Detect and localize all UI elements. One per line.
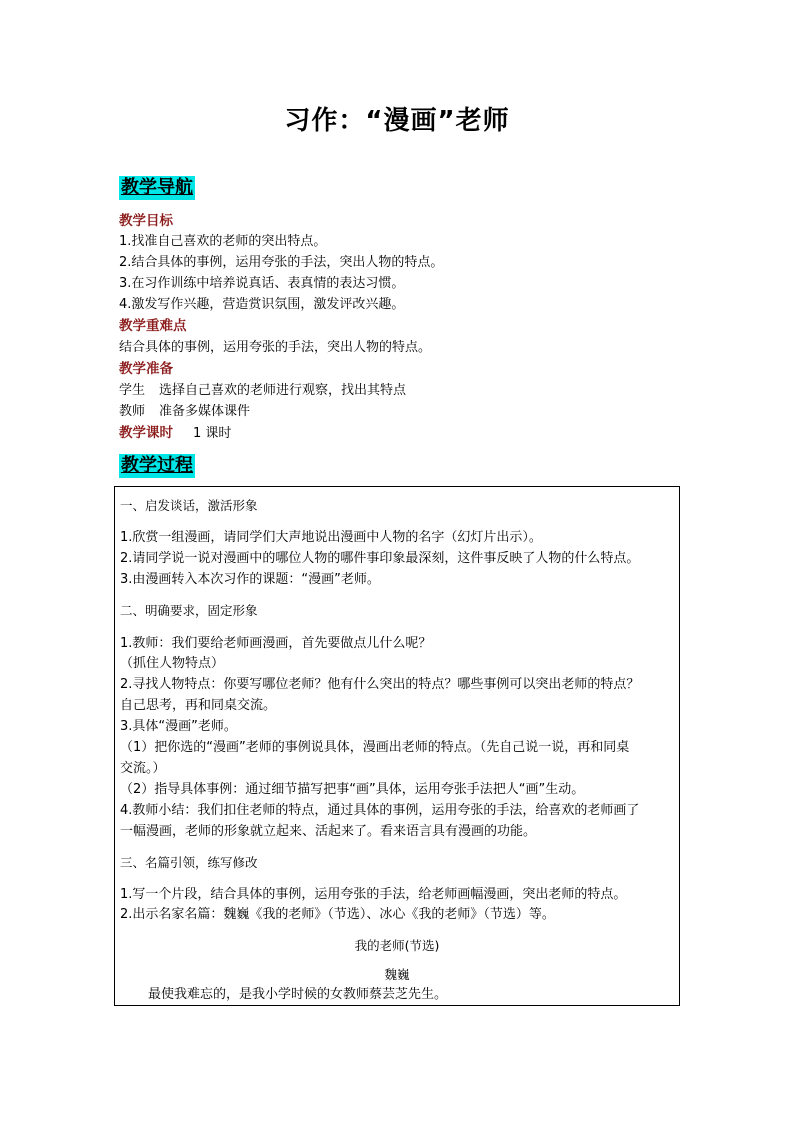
step-line: 2.寻找人物特点：你要写哪位老师？他有什么突出的特点？哪些事例可以突出老师的特点？ bbox=[120, 677, 640, 692]
prep-teacher-role: 教师 bbox=[119, 404, 146, 419]
step-line: 3.由漫画转入本次习作的课题：“漫画”老师。 bbox=[120, 572, 380, 587]
prep-teacher-row bbox=[119, 403, 250, 421]
section-heading-process: 教学过程 bbox=[121, 455, 193, 476]
page-title: 习作：“漫画”老师 bbox=[284, 106, 510, 136]
step-line: 1.教师：我们要给老师画漫画，首先要做点儿什么呢？ bbox=[120, 636, 432, 651]
step-line: 1.欣赏一组漫画，请同学们大声地说出漫画中人物的名字（幻灯片出示）。 bbox=[120, 530, 542, 545]
process-box bbox=[114, 486, 680, 1006]
objective-item: 3.在习作训练中培养说真话、表真情的表达习惯。 bbox=[119, 276, 405, 291]
prep-student-row bbox=[119, 382, 406, 400]
objectives-label: 教学目标 bbox=[119, 213, 173, 229]
step-line: （1）把你选的“漫画”老师的事例说具体，漫画出老师的特点。（先自己说一说，再和同桌 bbox=[120, 740, 630, 755]
prep-student-text: 选择自己喜欢的老师进行观察，找出其特点 bbox=[159, 383, 407, 398]
key-points-label: 教学重难点 bbox=[119, 318, 187, 334]
step-line: 4.教师小结：我们扣住老师的特点，通过具体的事例，运用夸张的手法，给喜欢的老师画了 bbox=[120, 803, 640, 818]
objective-item: 1.找准自己喜欢的老师的突出特点。 bbox=[119, 234, 327, 249]
objective-item: 2.结合具体的事例，运用夸张的手法，突出人物的特点。 bbox=[119, 255, 444, 270]
prep-student-role: 学生 bbox=[119, 383, 146, 398]
step-line: 2.出示名家名篇：魏巍《我的老师》（节选）、冰心《我的老师》（节选）等。 bbox=[120, 907, 555, 922]
preparation-label: 教学准备 bbox=[119, 361, 173, 377]
step-heading: 一、启发谈话，激活形象 bbox=[120, 498, 258, 513]
hours-label: 教学课时 bbox=[119, 425, 173, 441]
step-line: 一幅漫画，老师的形象就立起来、活起来了。看来语言具有漫画的功能。 bbox=[120, 824, 537, 839]
excerpt-title: 我的老师(节选) bbox=[354, 938, 440, 953]
excerpt-first-line: 最使我难忘的，是我小学时候的女教师蔡芸芝先生。 bbox=[148, 987, 448, 1002]
hours-row bbox=[119, 424, 231, 443]
step-line: 自己思考，再和同桌交流。 bbox=[120, 698, 277, 713]
step-heading: 三、名篇引领，练写修改 bbox=[120, 855, 258, 870]
step-line: 3.具体“漫画”老师。 bbox=[120, 719, 237, 734]
prep-teacher-text: 准备多媒体课件 bbox=[159, 404, 251, 419]
step-line: 2.请同学说一说对漫画中的哪位人物的哪件事印象最深刻，这件事反映了人物的什么特点。 bbox=[120, 551, 640, 566]
step-heading: 二、明确要求，固定形象 bbox=[120, 603, 258, 618]
step-line: （抓住人物特点） bbox=[120, 656, 225, 671]
step-line: （2）指导具体事例：通过细节描写把事“画”具体，运用夸张手法把人“画”生动。 bbox=[120, 782, 585, 797]
excerpt-author: 魏巍 bbox=[384, 967, 410, 982]
step-line: 1.写一个片段，结合具体的事例，运用夸张的手法，给老师画幅漫画，突出老师的特点。 bbox=[120, 887, 627, 902]
section-heading-guide: 教学导航 bbox=[121, 177, 193, 198]
key-points-text: 结合具体的事例，运用夸张的手法，突出人物的特点。 bbox=[119, 340, 432, 355]
step-line: 交流。） bbox=[120, 761, 166, 776]
objective-item: 4.激发写作兴趣，营造赏识氛围，激发评改兴趣。 bbox=[119, 297, 405, 312]
hours-value: 1 课时 bbox=[193, 426, 232, 441]
